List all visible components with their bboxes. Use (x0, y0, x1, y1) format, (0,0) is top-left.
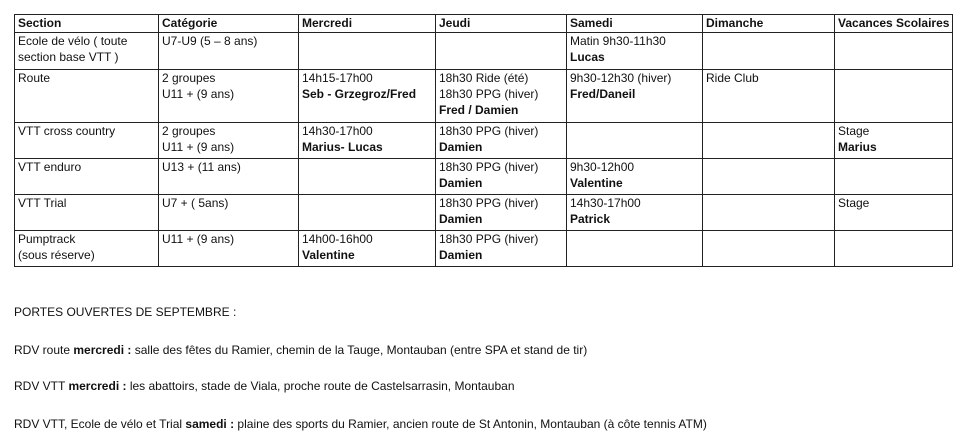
notes-prefix: RDV VTT (14, 379, 69, 393)
cell-categorie (159, 33, 299, 70)
cell-line: 18h30 PPG (hiver) (439, 87, 539, 101)
coach-name: Damien (439, 248, 483, 262)
cell-mercredi (299, 231, 436, 267)
cell-line: 2 groupes (162, 124, 216, 138)
cell-vacances (835, 70, 953, 123)
table-row (15, 159, 953, 195)
cell-dimanche (703, 70, 835, 123)
coach-name: Valentine (570, 176, 623, 190)
cell-samedi (567, 123, 703, 159)
cell-vacances (835, 231, 953, 267)
col-header-section: Section (15, 15, 159, 33)
coach-name: Damien (439, 176, 483, 190)
cell-dimanche (703, 33, 835, 70)
cell-line: Ride Club (706, 71, 759, 85)
cell-vacances (835, 33, 953, 70)
cell-jeudi (436, 231, 567, 267)
cell-line: Matin 9h30-11h30 (570, 34, 666, 48)
coach-name: Lucas (570, 50, 605, 64)
table-row (15, 33, 953, 70)
cell-line: 18h30 PPG (hiver) (439, 160, 539, 174)
table-row (15, 70, 953, 123)
cell-line: 2 groupes (162, 71, 216, 85)
cell-line: U13 + (11 ans) (162, 160, 241, 174)
cell-categorie (159, 159, 299, 195)
cell-dimanche (703, 123, 835, 159)
col-header-categorie: Catégorie (159, 15, 299, 33)
cell-dimanche (703, 231, 835, 267)
coach-name: Seb - Grzegroz/Fred (302, 87, 417, 101)
cell-samedi (567, 159, 703, 195)
cell-line: U7-U9 (5 – 8 ans) (162, 34, 258, 48)
cell-section (15, 70, 159, 123)
cell-line: Ecole de vélo ( toute (18, 34, 128, 48)
col-header-jeudi: Jeudi (436, 15, 567, 33)
cell-categorie (159, 195, 299, 231)
coach-name: Damien (439, 212, 483, 226)
cell-section (15, 231, 159, 267)
cell-line: (sous réserve) (18, 248, 95, 262)
table-row (15, 195, 953, 231)
col-header-vacances: Vacances Scolaires (835, 15, 953, 33)
notes-heading: PORTES OUVERTES DE SEPTEMBRE : (14, 305, 237, 319)
cell-line: 18h30 Ride (été) (439, 71, 529, 85)
notes-day: samedi : (185, 417, 235, 431)
cell-samedi (567, 195, 703, 231)
schedule-table (14, 14, 953, 267)
notes-item-vtt (14, 378, 515, 394)
cell-dimanche (703, 159, 835, 195)
cell-mercredi (299, 195, 436, 231)
table-row (15, 231, 953, 267)
notes-text: salle des fêtes du Ramier, chemin de la Tauge, Montauban (entre SPA et stand de tir) (131, 343, 588, 357)
cell-section (15, 33, 159, 70)
cell-samedi (567, 231, 703, 267)
cell-line: 14h15-17h00 (302, 71, 373, 85)
notes-item-ecole (14, 416, 707, 432)
cell-vacances (835, 123, 953, 159)
cell-categorie (159, 70, 299, 123)
notes-text: plaine des sports du Ramier, ancien route de St Antonin, Montauban (à côte tennis ATM) (234, 417, 707, 431)
cell-dimanche (703, 195, 835, 231)
cell-jeudi (436, 159, 567, 195)
cell-line: Stage (838, 124, 870, 138)
table-row (15, 123, 953, 159)
cell-mercredi (299, 70, 436, 123)
coach-name: Fred/Daneil (570, 87, 636, 101)
coach-name: Damien (439, 140, 483, 154)
cell-line: U11 + (9 ans) (162, 140, 235, 154)
notes-prefix: RDV route (14, 343, 74, 357)
cell-line: VTT enduro (18, 160, 82, 174)
cell-jeudi (436, 33, 567, 70)
cell-line: VTT cross country (18, 124, 116, 138)
notes-item-route (14, 342, 587, 358)
cell-line: U7 + ( 5ans) (162, 196, 229, 210)
cell-mercredi (299, 123, 436, 159)
cell-samedi (567, 33, 703, 70)
cell-line: U11 + (9 ans) (162, 87, 235, 101)
cell-section (15, 159, 159, 195)
notes-prefix: RDV VTT, Ecole de vélo et Trial (14, 417, 186, 431)
cell-line: section base VTT ) (18, 50, 119, 64)
cell-jeudi (436, 70, 567, 123)
cell-line: Pumptrack (18, 232, 76, 246)
cell-line: 18h30 PPG (hiver) (439, 232, 539, 246)
coach-name: Patrick (570, 212, 611, 226)
col-header-samedi: Samedi (567, 15, 703, 33)
notes-day: mercredi : (68, 379, 127, 393)
coach-name: Valentine (302, 248, 355, 262)
cell-line: U11 + (9 ans) (162, 232, 235, 246)
cell-jeudi (436, 123, 567, 159)
cell-jeudi (436, 195, 567, 231)
coach-name: Marius (838, 140, 877, 154)
cell-line: 18h30 PPG (hiver) (439, 196, 539, 210)
cell-section (15, 123, 159, 159)
cell-line: 9h30-12h30 (hiver) (570, 71, 672, 85)
cell-line: 14h00-16h00 (302, 232, 373, 246)
cell-vacances (835, 159, 953, 195)
notes-text: les abattoirs, stade de Viala, proche route de Castelsarrasin, Montauban (126, 379, 515, 393)
col-header-mercredi: Mercredi (299, 15, 436, 33)
cell-samedi (567, 70, 703, 123)
cell-line: 14h30-17h00 (570, 196, 641, 210)
cell-line: Stage (838, 196, 870, 210)
coach-name: Marius- Lucas (302, 140, 383, 154)
header-row (15, 15, 953, 33)
cell-vacances (835, 195, 953, 231)
cell-line: 9h30-12h00 (570, 160, 635, 174)
cell-categorie (159, 123, 299, 159)
cell-line: VTT Trial (18, 196, 67, 210)
cell-line: 14h30-17h00 (302, 124, 373, 138)
coach-name: Fred / Damien (439, 103, 519, 117)
cell-mercredi (299, 33, 436, 70)
cell-mercredi (299, 159, 436, 195)
cell-section (15, 195, 159, 231)
notes-day: mercredi : (73, 343, 132, 357)
cell-line: Route (18, 71, 51, 85)
cell-line: 18h30 PPG (hiver) (439, 124, 539, 138)
col-header-dimanche: Dimanche (703, 15, 835, 33)
schedule-body (15, 33, 953, 267)
cell-categorie (159, 231, 299, 267)
